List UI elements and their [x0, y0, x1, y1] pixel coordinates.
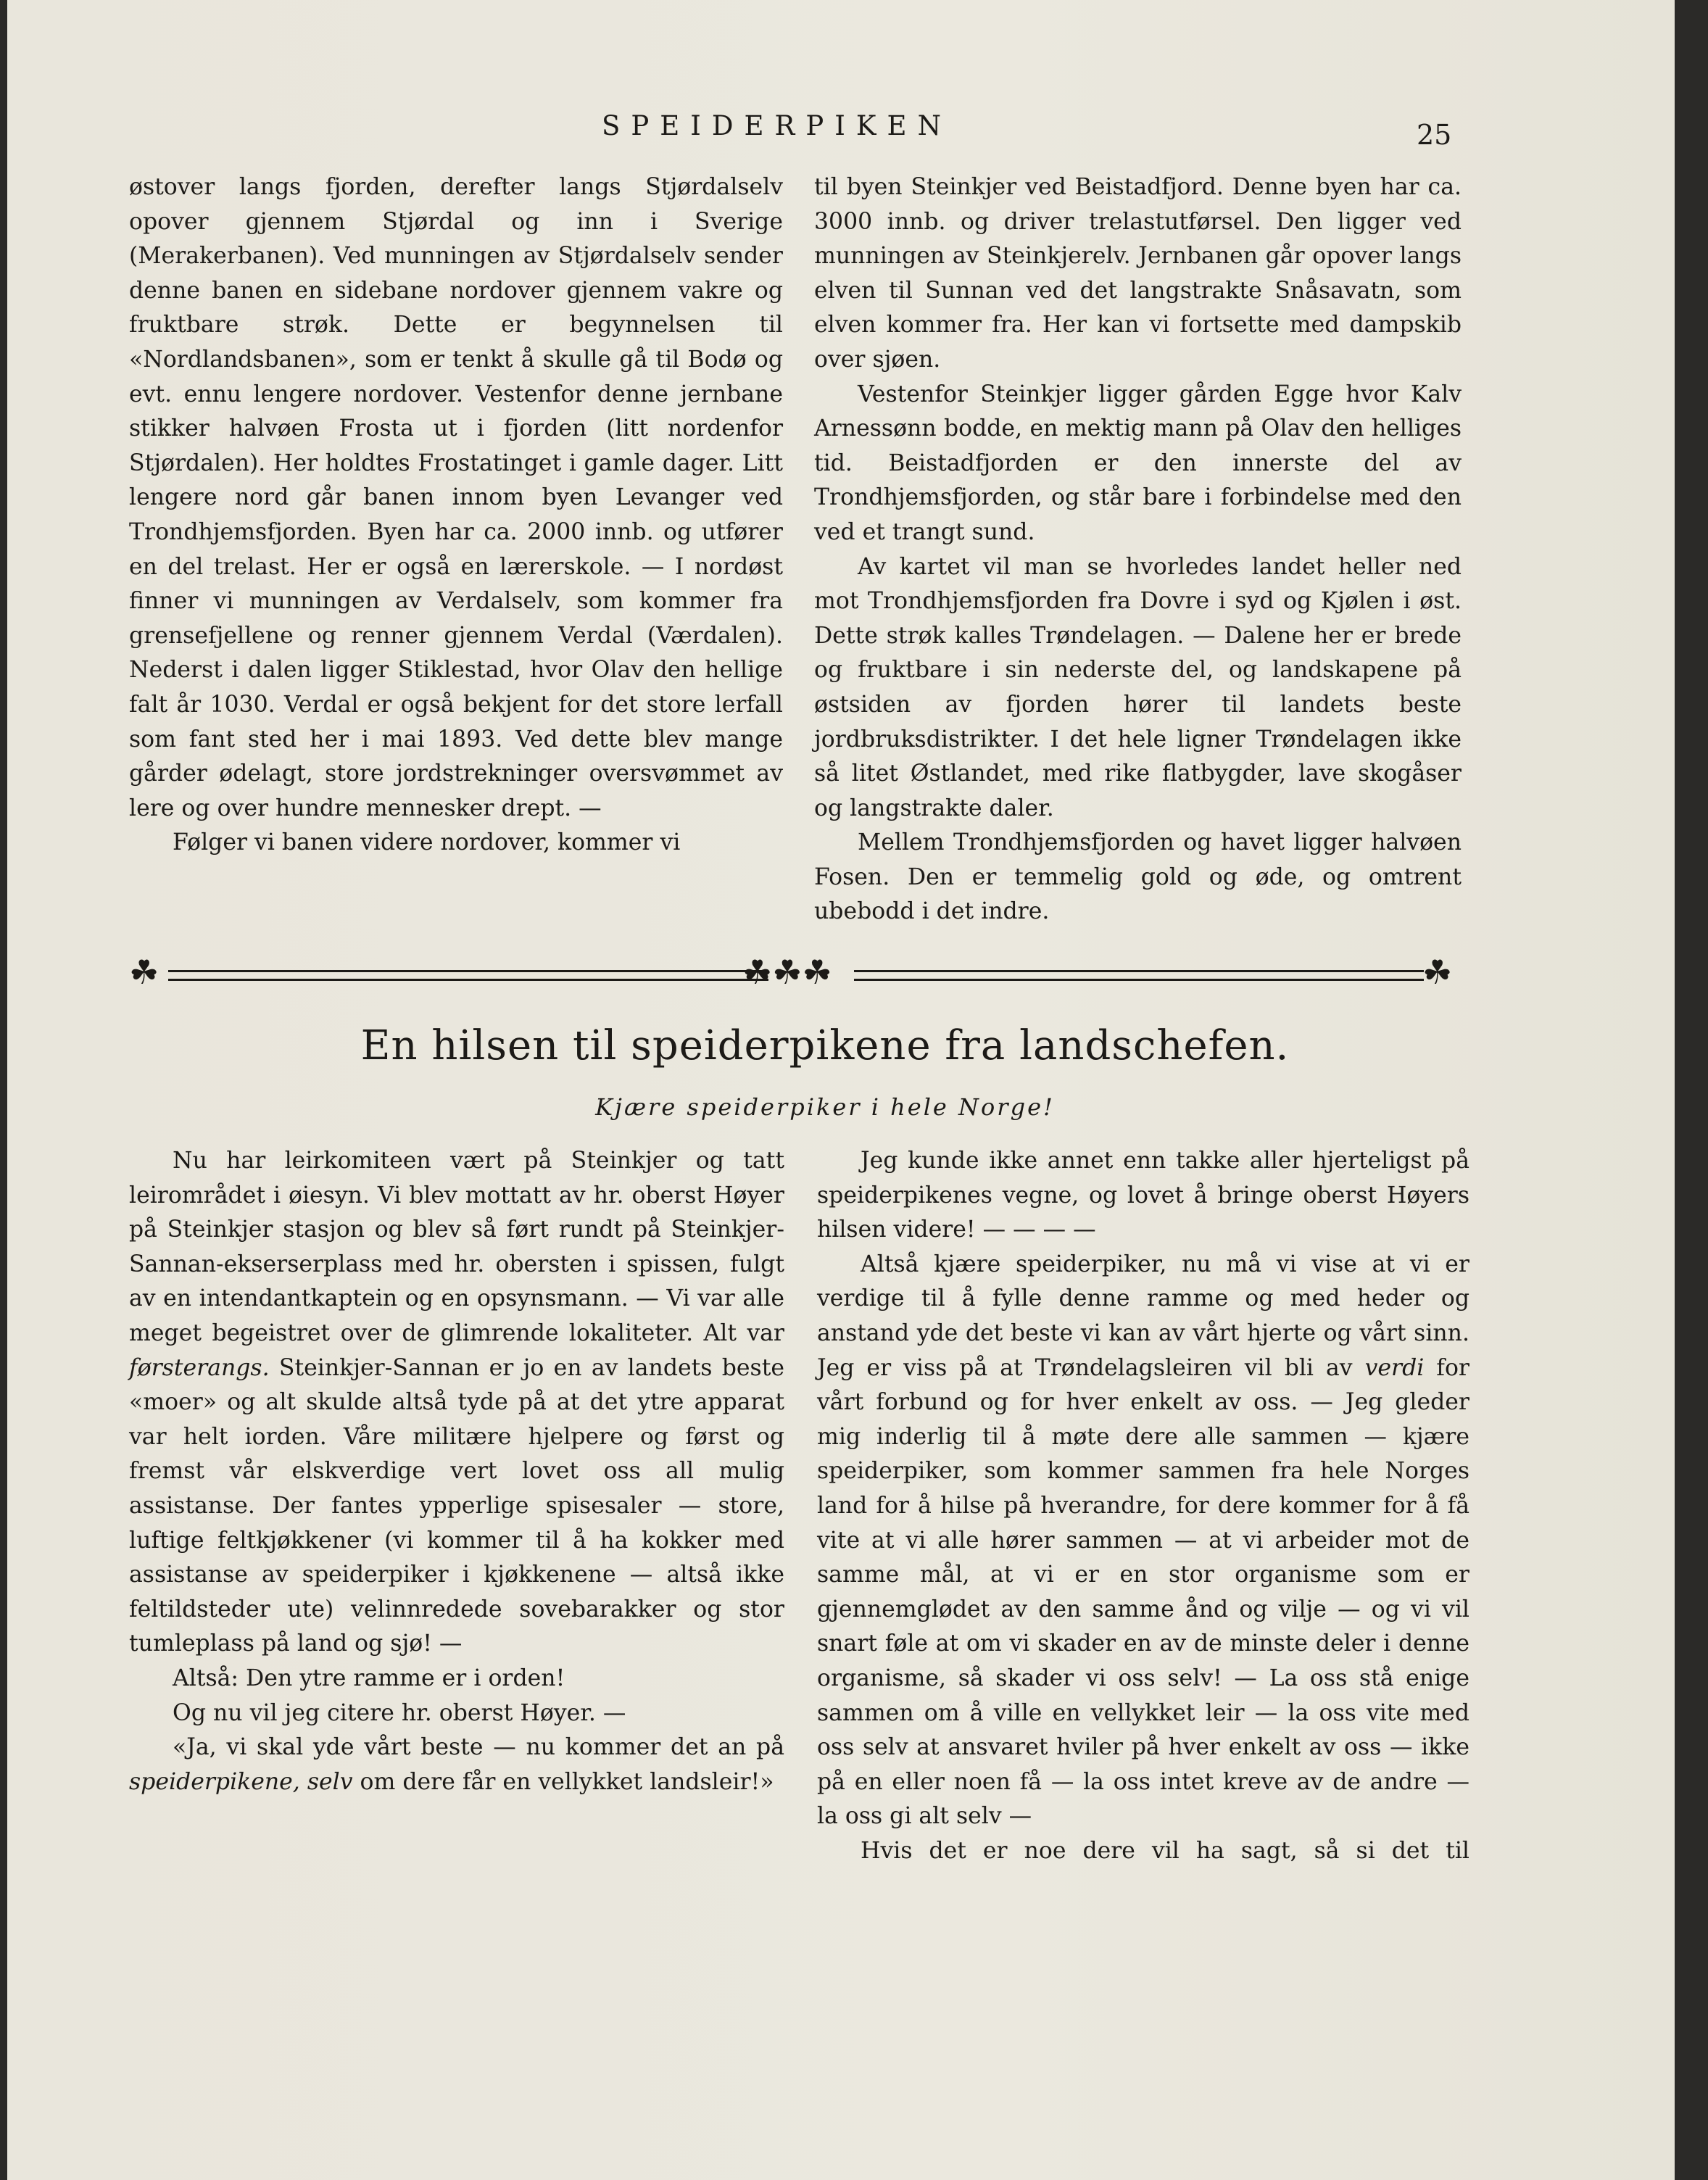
- emphasis: førsterangs.: [129, 1354, 270, 1381]
- magazine-page: [7, 0, 1675, 2180]
- emphasis: verdi: [1364, 1354, 1425, 1381]
- paragraph: Følger vi banen videre nordover, kommer vi: [173, 829, 681, 856]
- emphasis: speiderpikene, selv: [129, 1768, 353, 1795]
- top-left-column: [129, 170, 783, 861]
- paragraph: østover langs fjorden, derefter langs Stjørdalselv opover gjennem Stjørdal og inn i Sverige (Merakerbanen). Ved munningen av Stjørdalselv sender denne banen en sidebane nordover gjennem vakre og fruktbare strøk. Dette er begynnelsen til «Nordlandsbanen», som er tenkt å skulle gå til Bodø og evt. ennu lengere nordover. Vestenfor denne jernbane stikker halvøen Frosta ut i fjorden (litt nordenfor Stjørdalen). Her holdtes Frostatinget i gamle dager. Litt lengere nord går banen innom byen Levanger ved Trondhjemsfjorden. Byen har ca. 2000 innb. og utfører en del trelast. Her er også en lærerskole. — I nordøst finner vi munningen av Verdalselv, som kommer fra grensefjellene og renner gjennem Verdal (Værdalen). Nederst i dalen ligger Stiklestad, hvor Olav den hellige falt år 1030. Verdal er også bekjent for det store lerfall som fant sted her i mai 1893. Ved dette blev mange gårder ødelagt, store jordstrekninger oversvømmet av lere og over hundre mennesker drept. —: [129, 174, 783, 821]
- top-right-column: [814, 170, 1462, 929]
- paragraph: Jeg kunde ikke annet enn takke aller hjerteligst på speiderpikenes vegne, og lovet å bringe oberst Høyers hilsen videre! — — — —: [817, 1148, 1469, 1243]
- clover-icon: ☘: [1422, 953, 1453, 992]
- paragraph: «Ja, vi skal yde vårt beste — nu kommer det an på speiderpikene, selv om dere får en vellykket landsleir!»: [129, 1734, 784, 1795]
- article-greeting: Kjære speiderpiker i hele Norge!: [595, 1093, 1055, 1121]
- paragraph: Hvis det er noe dere vil ha sagt, så si det til: [861, 1837, 1469, 1864]
- page-number: 25: [1417, 119, 1452, 151]
- paragraph: Og nu vil jeg citere hr. oberst Høyer. —: [173, 1699, 626, 1726]
- running-title: SPEIDERPIKEN: [602, 110, 952, 141]
- bottom-right-column: [817, 1144, 1469, 1868]
- paragraph: Mellem Trondhjemsfjorden og havet ligger halvøen Fosen. Den er temmelig gold og øde, og omtrent ubebodd i det indre.: [814, 829, 1462, 925]
- paragraph: Av kartet vil man se hvorledes landet heller ned mot Trondhjemsfjorden fra Dovre i syd og Kjølen i øst. Dette strøk kalles Trøndelagen. — Dalene her er brede og fruktbare i sin nederste del, og landskapene på østsiden av fjorden hører til landets beste jordbruksdistrikter. I det hele ligner Trøndelagen ikke så litet Østlandet, med rike flatbygder, lave skogåser og langstrakte daler.: [814, 553, 1462, 821]
- paragraph: til byen Steinkjer ved Beistadfjord. Denne byen har ca. 3000 innb. og driver trelastutførsel. Den ligger ved munningen av Steinkjerelv. Jernbanen går opover langs elven til Sunnan ved det langstrakte Snåsavatn, som elven kommer fra. Her kan vi fortsette med dampskib over sjøen.: [814, 174, 1462, 373]
- paragraph: Altså kjære speiderpiker, nu må vi vise at vi er verdige til å fylle denne ramme og med heder og anstand yde det beste vi kan av vårt hjerte og vårt sinn. Jeg er viss på at Trøndelagsleiren vil bli av verdi for vårt forbund og for hver enkelt av oss. — Jeg gleder mig inderlig til å møte dere alle sammen — kjære speiderpiker, som kommer sammen fra hele Norges land for å hilse på hverandre, for dere kommer for å få vite at vi alle hører sammen — at vi arbeider mot de samme mål, at vi er en stor organisme som er gjennemglødet av den samme ånd og vilje — og vi vil snart føle at om vi skader en av de minste deler i denne organisme, så skader vi oss selv! — La oss stå enige sammen om å ville en vellykket leir — la oss vite med oss selv at ansvaret hviler på hver enkelt av oss — ikke på en eller noen få — la oss intet kreve av de andre — la oss gi alt selv —: [817, 1251, 1469, 1830]
- clover-icon: ☘: [129, 953, 159, 992]
- divider-rule-right: [854, 970, 1424, 981]
- clover-cluster-icon: ☘☘☘: [742, 953, 832, 992]
- paragraph: Nu har leirkomiteen vært på Steinkjer og tatt leirområdet i øiesyn. Vi blev mottatt av hr. oberst Høyer på Steinkjer stasjon og blev så ført rundt på Steinkjer-Sannan-ekserserplass med hr. obersten i spissen, fulgt av en intendantkaptein og en opsynsmann. — Vi var alle meget begeistret over de glimrende lokaliteter. Alt var førsterangs. Steinkjer-Sannan er jo en av landets beste «moer» og alt skulde altså tyde på at det ytre apparat var helt iorden. Våre militære hjelpere og først og fremst vår elskverdige vert lovet oss all mulig assistanse. Der fantes ypperlige spisesaler — store, luftige feltkjøkkener (vi kommer til å ha kokker med assistanse av speiderpiker i kjøkkenene — altså ikke feltildsteder ute) velinnredede sovebarakker og stor tumleplass på land og sjø! —: [129, 1148, 784, 1657]
- divider-rule-left: [168, 970, 768, 981]
- article-title: En hilsen til speiderpikene fra landschefen.: [360, 1022, 1290, 1069]
- bottom-left-column: [129, 1144, 784, 1799]
- paragraph: Altså: Den ytre ramme er i orden!: [173, 1665, 565, 1691]
- ornamental-divider: [129, 953, 1463, 992]
- paragraph: Vestenfor Steinkjer ligger gården Egge hvor Kalv Arnessønn bodde, en mektig mann på Olav den helliges tid. Beistadfjorden er den innerste del av Trondhjemsfjorden, og står bare i forbindelse med den ved et trangt sund.: [814, 381, 1462, 545]
